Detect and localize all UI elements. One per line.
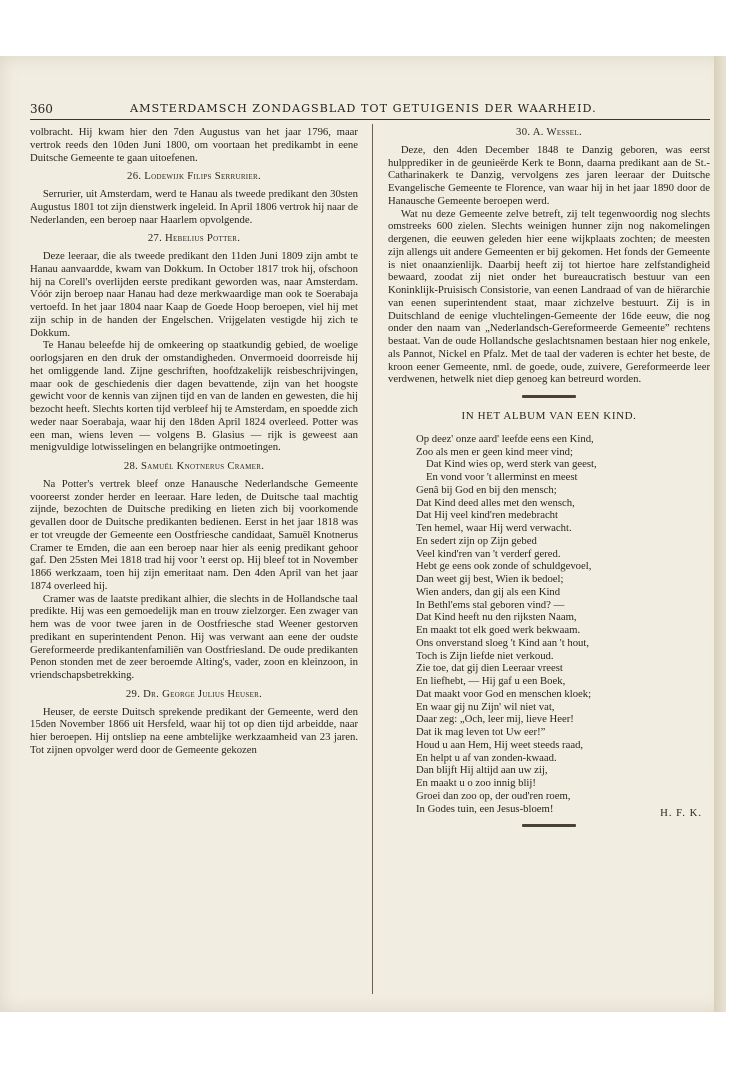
section-28-heading: 28. Samuël Knotnerus Cramer. (123, 460, 265, 472)
poem-line: Dat Kind deed alles met den wensch, (416, 496, 575, 509)
poem-line: Dat Hij veel kind'ren medebracht (416, 509, 558, 522)
poem-line: En maakt tot elk goed werk bekwaam. (416, 624, 581, 636)
section-29-paragraph: Heuser, de eerste Duitsch sprekende predikant der Gemeente, werd den 15den November 1866 uit Hersfeld, waar hij tot op dien tijd arbeidde, naar hier beroepen. Hij ontsliep na eene ambtelijke werkzaamheid van 23 jaren. Tot zijnen opvolger werd door de Gemeente gekozen (30, 705, 358, 756)
ornamental-separator-end (522, 824, 576, 827)
section-26-paragraph: Serrurier, uit Amsterdam, werd te Hanau als tweede predikant den 30sten Augustus 1801 tot zijn dienstwerk ingeleid. In April 1806 vertrok hij naar de Nederlanden, een beroep naar Haarlem opvolgende. (30, 188, 358, 226)
poem-line: In Godes tuin, een Jesus-bloem! (416, 802, 554, 815)
section-26-heading: 26. Lodewijk Filips Serrurier. (127, 170, 261, 183)
poem-line: Dat Kind wies op, werd sterk van geest, (426, 458, 597, 471)
section-28-paragraph-2: Cramer was de laatste predikant alhier, die slechts in de Hollandsche taal predikte. Hij was een gemoedelijk man en trouw zielzorger. Een zwager van hem was de voor twee jaren in de Oostfriesche stad Weener gestorven predikant en superintendent Penon. Hij was verwant aan eene der oudste Gereformeerde predikantenfamiliën van Oostfriesland. De oude predikanten Penon stonden met de zeer beroemde Alting's, vader, zoon en kleinzoon, in vriendschapsbetrekking. (30, 592, 358, 681)
newspaper-page (0, 56, 726, 1012)
section-27-paragraph-1: Deze leeraar, die als tweede predikant den 11den Juni 1809 zijn ambt te Hanau aanvaardde, kwam van Dokkum. In October 1817 trok hij, ofschoon hij na Corell's overlijden eerste predikant geworden was, naar Amsterdam. Vóór zijn beroep naar Hanau had deze merkwaardige man ook te Soerabaja vertoefd. In het jaar 1804 naar Kaap de Goede Hoop beroepen, viel hij met zijn schip in de handen der Engelschen. Vrijgelaten vestigde hij zich te Dokkum. (30, 250, 358, 339)
section-28-paragraph-1: Na Potter's vertrek bleef onze Hanausche Nederlandsche Gemeente vooreerst zonder herder en leeraar. Hare leden, de Duitsche taal machtig zijnde, bezochten de Duitsche prediking en lieten zich bij voorkomende gevallen door de Duitsche predikanten bedienen. Eerst in het jaar 1818 was er tot vreugde der Gemeente een Oostfriesche candidaat, Samuël Knotnerus Cramer te Emden, die aan een beroep naar hier als eenig predikant gehoor gaf. Den 25sten Mei 1818 trad hij voor 't eerst op. Hij bleef tot in November 1866 werkzaam, toen hij zijn emeritaat nam. Den 4den April van het jaar 1874 overleed hij. (30, 477, 358, 592)
poem-line: Zie toe, dat gij dien Leeraar vreest (416, 662, 563, 675)
poem-line: En liefhebt, — Hij gaf u een Boek, (416, 675, 566, 687)
left-column (30, 126, 358, 757)
poem-line: Dat Kind heeft nu den rijksten Naam, (416, 611, 577, 624)
poem-body (416, 433, 710, 816)
poem-title: IN HET ALBUM VAN EEN KIND. (461, 410, 637, 422)
poem-line: En helpt u af van zonden-kwaad. (416, 751, 557, 764)
poem-line: Genâ bij God en bij den mensch; (416, 483, 557, 496)
poem-line: En vond voor 't allerminst en meest (426, 471, 578, 483)
ornamental-separator (522, 395, 576, 398)
page-spine-edge (714, 56, 726, 1012)
poem-line: Groei dan zoo op, der oud'ren roem, (416, 789, 571, 802)
poem-line: Ons onverstand sloeg 't Kind aan 't hout, (416, 636, 590, 649)
poem-line: En waar gij nu Zijn' wil niet vat, (416, 700, 555, 713)
column-divider (372, 124, 373, 994)
section-30-paragraph-1: Deze, den 4den December 1848 te Danzig geboren, was eerst hulpprediker in de geunieërde Kerk te Bonn, daarna predikant aan de St.-Catharinakerk te Danzig, vervolgens zes jaren leeraar der Duitsche Evangelische Gemeente te Florence, van waar hij in het jaar 1890 door de Hanausche Gemeente beroepen werd. (388, 143, 710, 207)
poem-line: In Bethl'ems stal geboren vind? — (416, 598, 565, 611)
poem-line: Toch is Zijn liefde niet verkoud. (416, 649, 554, 662)
section-27-paragraph-2: Te Hanau beleefde hij de omkeering op staatkundig gebied, de woelige oorlogsjaren en den druk der omstandigheden. Onvermoeid doorreisde hij het omliggende land. Zijne geschriften, hoofdzakelijk reisbeschrijvingen, maar ook de geschiedenis dier dagen bevattende, zijn van het hoogste gewicht voor de kennis van zijnen tijd en van de landen en gewesten, die hij bezocht heeft. Slechts korten tijd verbleef hij te Amsterdam, en spoedde zich weder naar Soerabaja, waar hij den 18den April 1824 overleed. Potter was een man, wiens leven — volgens B. Glasius — rijk is geweest aan menigvuldige lotwisselingen en belangrijke ontmoetingen. (30, 339, 358, 454)
poem-line: Dan weet gij best, Wien ik bedoel; (416, 573, 564, 585)
poem-line: Wien anders, dan gij als een Kind (416, 585, 561, 598)
right-column (388, 126, 710, 833)
section-29-heading: 29. Dr. George Julius Heuser. (125, 687, 263, 700)
poem-line: Daar zeg: „Och, leer mij, lieve Heer! (416, 713, 574, 726)
poem-line: Dat maakt voor God en menschen kloek; (416, 687, 592, 700)
running-title: AMSTERDAMSCH ZONDAGSBLAD TOT GETUIGENIS DER WAARHEID. (130, 102, 597, 115)
section-30-heading: 30. A. Wessel. (516, 126, 582, 138)
poem-line: En sedert zijn op Zijn gebed (416, 534, 537, 547)
section-30-paragraph-2: Wat nu deze Gemeente zelve betreft, zij telt tegenwoordig nog slechts omstreeks 600 zielen. Slechts weinigen hunner zijn nog nakomelingen dergenen, die eeuwen geleden hier eene wijkplaats zochten; de meesten zijn allengs uit andere Gemeenten er bij gekomen. Het fonds der Gemeente is niet onaanzienlijk. Daarbij heeft zij tot hiertoe hare zelfstandigheid bewaard, zoodat zij niet onder het bureaucratisch bestuur van een Koninklijk-Pruisisch Consistorie, van eenen Landraad of van de hiërarchie van eenen superintendent staat, maar zichzelve bestuurt. Zij is in Duitschland de eenige vluchtelingen-Gemeente der 16de eeuw, die nog onder den naam van „Nederlandsch-Gereformeerde Gemeente” rechtens bestaat. Van de oude Hollandsche geslachtsnamen bestaan hier nog enkele, als Pannot, Nickel en Pfalz. Met de taal der vaderen is echter het beste, de kroon eener Gemeente, nml. de goede, oude, zuivere, Gereformeerde leer verdwenen, hetwelk niet diep genoeg kan betreurd worden. (388, 207, 710, 386)
poem-line: Dat ik mag leven tot Uw eer!” (416, 726, 546, 738)
poem-line: En maakt u o zoo innig blij! (416, 777, 536, 789)
poem-line: Ten hemel, waar Hij werd verwacht. (416, 522, 572, 534)
header-rule (30, 119, 710, 120)
section-27-heading: 27. Hebelius Potter. (147, 232, 241, 245)
poem-line: Veel kind'ren van 't verderf gered. (416, 547, 561, 560)
page-number: 360 (30, 102, 53, 116)
poem-line: Dan blijft Hij altijd aan uw zij, (416, 764, 548, 777)
intro-paragraph: volbracht. Hij kwam hier den 7den Augustus van het jaar 1796, maar vertrok reeds den 10den Juni 1800, om voortaan het predikambt in eene Duitsche Gemeente te gaan uitoefenen. (30, 126, 358, 164)
poem-signature: H. F. K. (660, 807, 702, 820)
poem-line: Op deez' onze aard' leefde eens een Kind, (416, 432, 594, 445)
poem-line: Houd u aan Hem, Hij weet steeds raad, (416, 738, 584, 751)
poem-line: Zoo als men er geen kind meer vind; (416, 445, 573, 458)
poem-line: Hebt ge eens ook zonde of schuldgevoel, (416, 560, 592, 573)
